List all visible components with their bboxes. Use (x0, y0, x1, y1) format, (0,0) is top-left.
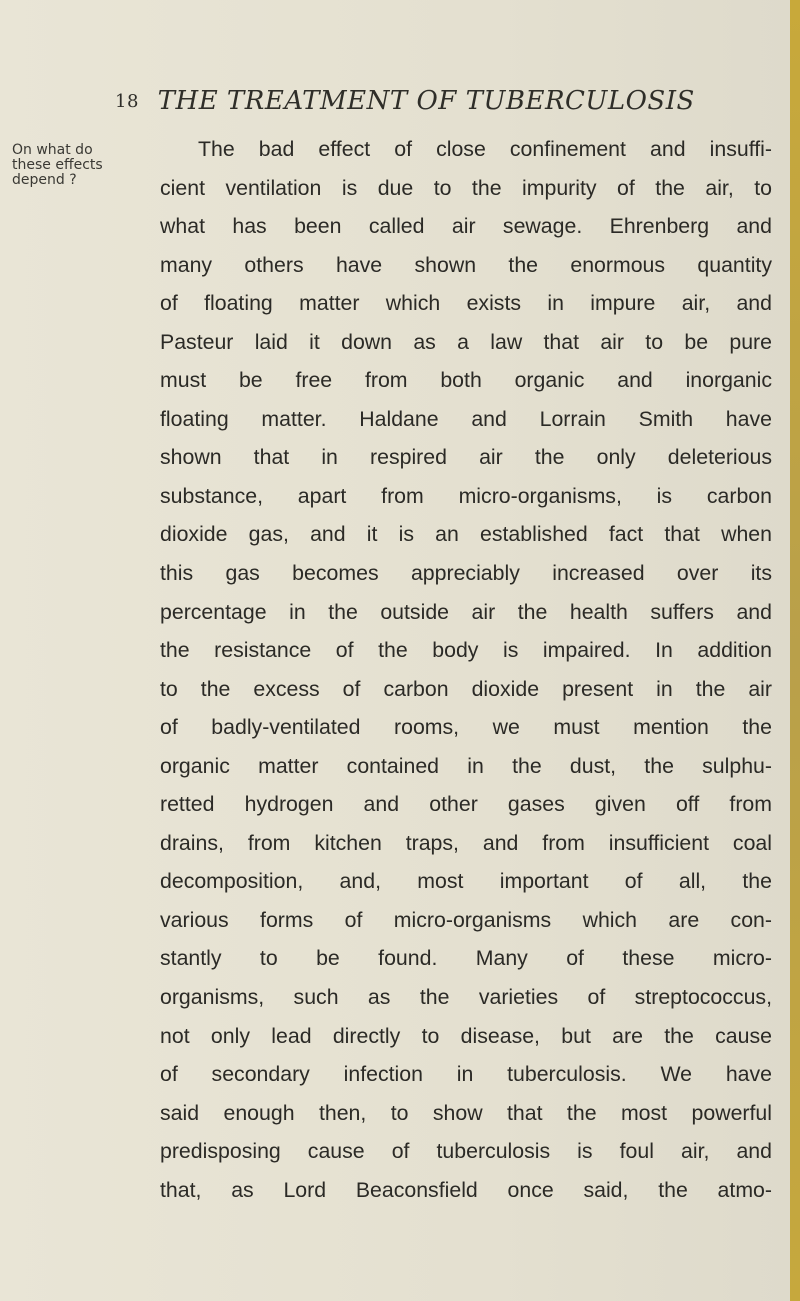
text-line: percentage in the outside air the health suffers and (160, 599, 772, 624)
text-line: dioxide gas, and it is an established fact that when (160, 522, 772, 547)
marginal-note-line: these effects (12, 157, 103, 173)
text-line: Pasteur laid it down as a law that air to be pure (160, 329, 772, 354)
text-line: many others have shown the enormous quantity (160, 252, 772, 277)
text-line: what has been called air sewage. Ehrenberg and (160, 214, 772, 239)
text-line: various forms of micro-organisms which are con- (160, 907, 772, 932)
text-line: said enough then, to show that the most powerful (160, 1100, 772, 1125)
text-line: cient ventilation is due to the impurity of the air, to (160, 175, 772, 200)
marginal-note-line: depend ? (12, 172, 77, 188)
text-line: this gas becomes appreciably increased over its (160, 561, 772, 586)
text-line: the resistance of the body is impaired. In addition (160, 638, 772, 663)
page-edge (790, 0, 800, 1301)
running-head (115, 86, 715, 116)
text-line: of floating matter which exists in impure air, and (160, 291, 772, 316)
text-line: floating matter. Haldane and Lorrain Smith have (160, 406, 772, 431)
text-line: organisms, such as the varieties of streptococcus, (160, 985, 772, 1010)
text-line: predisposing cause of tuberculosis is foul air, and (160, 1139, 772, 1164)
page-number: 18 (115, 91, 139, 112)
text-line: that, as Lord Beaconsfield once said, the atmo- (160, 1177, 772, 1202)
body-text (160, 130, 772, 1209)
marginal-note (12, 143, 112, 188)
text-line: The bad effect of close confinement and insuffi- (198, 137, 772, 161)
text-line: decomposition, and, most important of all, the (160, 869, 772, 894)
text-line: substance, apart from micro-organisms, is carbon (160, 483, 772, 508)
text-line: shown that in respired air the only deleterious (160, 445, 772, 470)
marginal-note-line: On what do (12, 142, 93, 158)
text-line: of secondary infection in tuberculosis. We have (160, 1062, 772, 1087)
text-line: not only lead directly to disease, but are the cause (160, 1023, 772, 1048)
text-line: organic matter contained in the dust, the sulphu- (160, 753, 772, 778)
running-title: THE TREATMENT OF TUBERCULOSIS (157, 86, 695, 116)
text-line: must be free from both organic and inorganic (160, 368, 772, 393)
text-line: drains, from kitchen traps, and from insufficient coal (160, 830, 772, 855)
text-line: to the excess of carbon dioxide present in the air (160, 676, 772, 701)
text-line: of badly-ventilated rooms, we must mention the (160, 715, 772, 740)
text-line: stantly to be found. Many of these micro- (160, 946, 772, 971)
text-line: retted hydrogen and other gases given off from (160, 792, 772, 817)
